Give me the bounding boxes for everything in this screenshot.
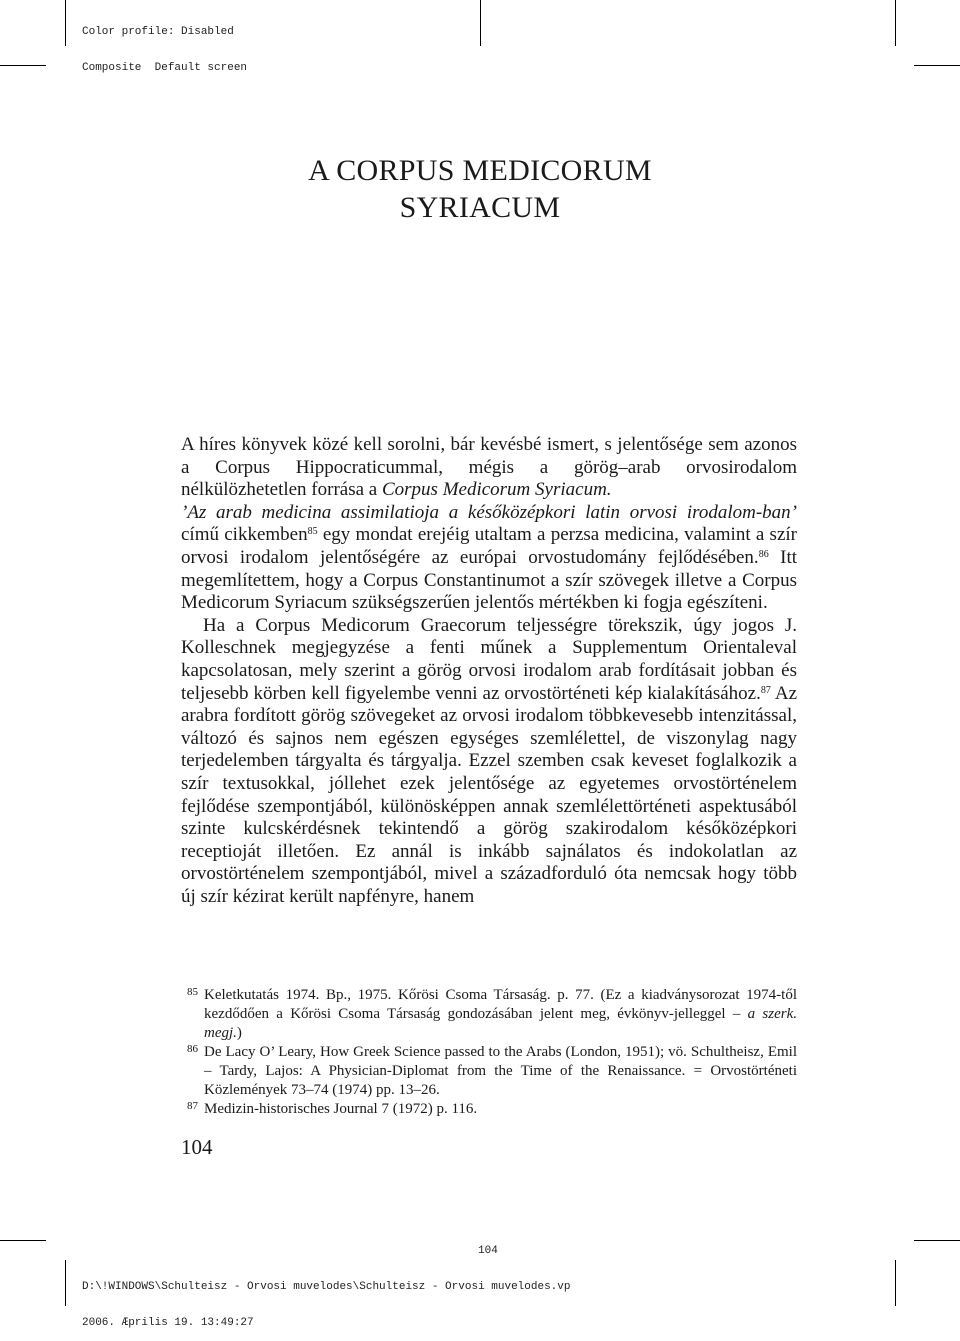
footnote-text-end: ): [236, 1025, 242, 1041]
crop-mark: [895, 0, 896, 46]
composite-line: Composite Default screen: [82, 62, 248, 74]
footnote-85: [181, 986, 797, 1043]
footnote-text: Medizin-historisches Journal 7 (1972) p. 116.: [204, 1101, 478, 1117]
footnote-italic: a szerk. megj.: [204, 1006, 797, 1041]
footnote-text: De Lacy O’ Leary, How Greek Science passed to the Arabs (London, 1951); vö. Schultheisz, Emil – Tardy, Lajos: A Physician-Diplomat from the Time of the Renaissance. = Orvostörténeti Közlemények 73–74 (1974) pp. 13–26.: [204, 1044, 797, 1098]
crop-mark-center: [480, 0, 481, 46]
paragraph-1-text-d: Itt megemlítettem, hogy a Corpus Constantinumot a szír szövegek illetve a Corpus Medicorum Syriacum szükségszerűen jelentős mértékben ki fogja egészíteni.: [181, 546, 797, 614]
paragraph-1: [181, 434, 797, 615]
corpus-title: Corpus Medicorum Syriacum.: [381, 479, 612, 501]
crop-mark: [895, 1260, 896, 1306]
footnote-87: [181, 1100, 797, 1119]
chapter-title-line-2: SYRIACUM: [399, 191, 561, 224]
paragraph-1-text-b: című cikkemben: [181, 524, 308, 546]
footnote-ref-86[interactable]: 86: [758, 548, 769, 560]
crop-mark: [65, 0, 66, 46]
article-title: ’Az arab medicina assimilatioja a későközépkori latin orvosi irodalom-ban’: [181, 501, 797, 523]
footer-page-number: 104: [478, 1245, 498, 1257]
footnote-text: Keletkutatás 1974. Bp., 1975. Kőrösi Csoma Társaság. p. 77. (Ez a kiadványsorozat 1974-től kezdődően a Kőrösi Csoma Társaság gondozásában jelent meg, évkönyv-jelleggel –: [204, 987, 797, 1022]
crop-mark: [914, 1240, 960, 1241]
paragraph-2-text-b: Az arabra fordított görög szövegeket az orvosi irodalom többkevesebb intenzitással, változó és sajnos nem egészen egységes szemlélettel, de viszonylag nagy terjedelemben tárgyalta és tárgyalja. Ezzel szemben csak keveset foglalkozik a szír textusokkal, jóllehet ezek jelentősége az egyetemes orvostörténelem fejlődése szempontjából, különösképpen annak szemlélettörténeti aspektusából szinte kulcskérdésnek tekintendő a görög szakirodalom későközépkori receptioját illetően. Ez annál is inkább sajnálatos és indokolatlan az orvostörténelem szempontjából, mivel a századforduló óta nemcsak hogy több új szír kézirat került napfényre, hanem: [181, 682, 798, 907]
paragraph-1-text-a: A híres könyvek közé kell sorolni, bár kevésbé ismert, s jelentősége sem azonos a Corpus Hippocraticummal, mégis a görög–arab orvosirodalom nélkülözhetetlen forrása a: [181, 434, 797, 501]
color-profile-line: Color profile: Disabled: [82, 26, 234, 38]
paragraph-1-text-c: egy mondat erejéig utaltam a perzsa medicina, valamint a szír orvosi irodalom jelentőségére az európai orvostudomány fejlődésében.: [181, 524, 797, 568]
crop-mark: [0, 65, 46, 66]
footnote-number: 87: [187, 1100, 198, 1112]
crop-mark: [914, 65, 960, 66]
paragraph-2-text-a: Ha a Corpus Medicorum Graecorum teljességre törekszik, úgy jogos J. Kolleschnek megjegyzése a fenti műnek a Supplementum Orientaleval kapcsolatosan, mely szerint a görög orvosi irodalom arab fordításait jobban és teljesebb körben kell figyelembe venni az orvostörténeti kép kialakításához.: [181, 614, 797, 704]
body-text: [181, 434, 797, 908]
paragraph-2: [181, 615, 797, 909]
chapter-title-line-1: A CORPUS MEDICORUM: [308, 154, 652, 187]
print-header: [82, 2, 247, 86]
chapter-title: [0, 152, 960, 226]
print-footer: [82, 1257, 570, 1341]
footnotes: [181, 986, 797, 1119]
crop-mark: [65, 1260, 66, 1306]
crop-mark: [0, 1240, 46, 1241]
footnote-number: 85: [187, 986, 198, 998]
page-number: 104: [181, 1135, 213, 1159]
file-path: D:\!WINDOWS\Schulteisz - Orvosi muvelodes\Schulteisz - Orvosi muvelodes.vp: [82, 1281, 571, 1293]
footnote-ref-87[interactable]: 87: [760, 684, 771, 696]
footnote-number: 86: [187, 1043, 198, 1055]
print-date: 2006. Æprilis 19. 13:49:27: [82, 1317, 254, 1329]
footnote-ref-85[interactable]: 85: [307, 526, 318, 538]
footnote-86: [181, 1043, 797, 1100]
